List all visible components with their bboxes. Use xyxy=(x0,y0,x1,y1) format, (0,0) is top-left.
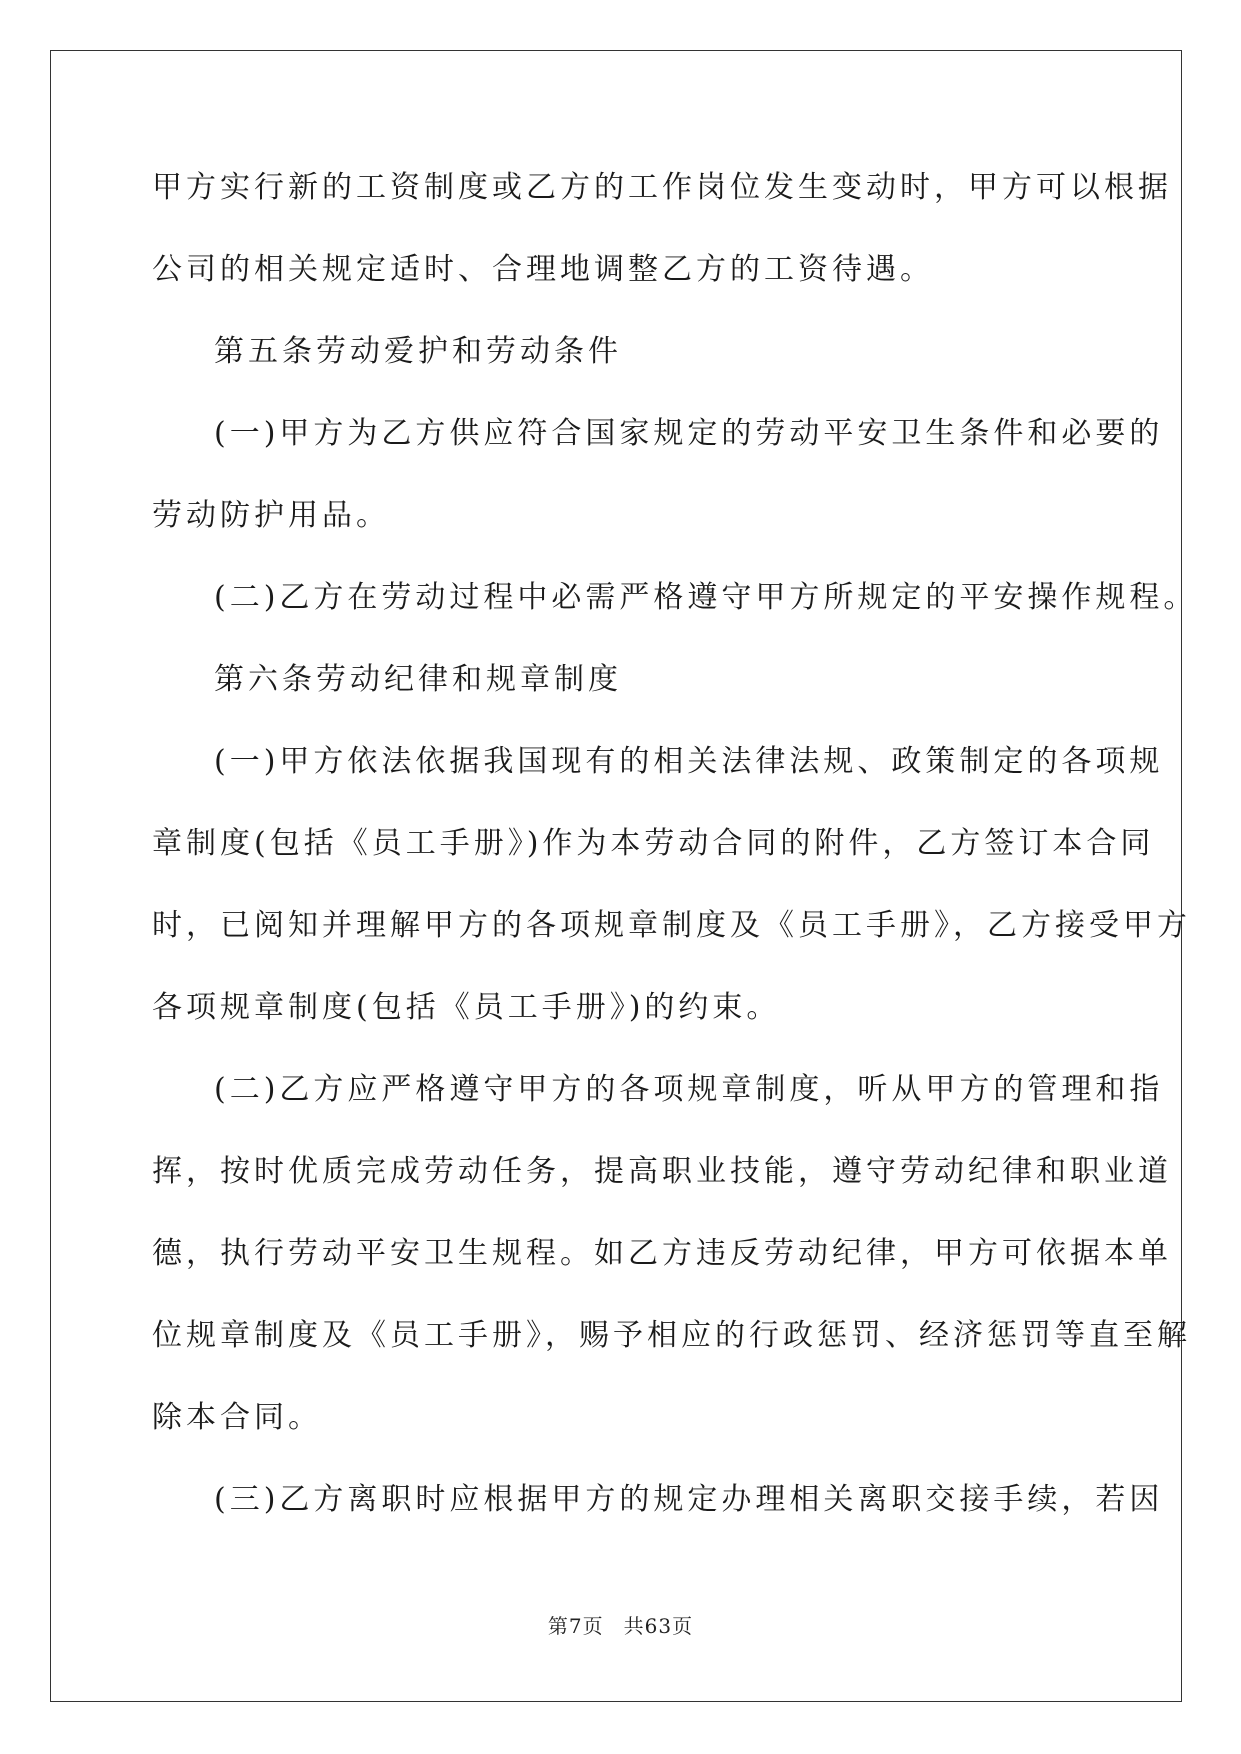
text-line: (二)乙方在劳动过程中必需严格遵守甲方所规定的平安操作规程。 xyxy=(214,580,1198,615)
text-line: 公司的相关规定适时、合理地调整乙方的工资待遇。 xyxy=(152,252,934,287)
text-line: (二)乙方应严格遵守甲方的各项规章制度，听从甲方的管理和指 xyxy=(214,1072,1164,1107)
page-number: 第7页 xyxy=(547,1614,604,1638)
text-line: (一)甲方为乙方供应符合国家规定的劳动平安卫生条件和必要的 xyxy=(214,416,1164,451)
document-body xyxy=(152,160,1198,1554)
text-line: (三)乙方离职时应根据甲方的规定办理相关离职交接手续，若因 xyxy=(214,1482,1164,1517)
text-line: (一)甲方依法依据我国现有的相关法律法规、政策制定的各项规 xyxy=(214,744,1164,779)
section-heading: 第六条劳动纪律和规章制度 xyxy=(214,662,622,697)
text-line: 甲方实行新的工资制度或乙方的工作岗位发生变动时，甲方可以根据 xyxy=(152,170,1172,205)
text-line: 劳动防护用品。 xyxy=(152,498,390,533)
section-heading: 第五条劳动爱护和劳动条件 xyxy=(214,334,622,369)
text-line: 除本合同。 xyxy=(152,1400,322,1435)
text-line: 章制度(包括《员工手册》)作为本劳动合同的附件，乙方签订本合同 xyxy=(152,826,1155,861)
text-line: 位规章制度及《员工手册》，赐予相应的行政惩罚、经济惩罚等直至解 xyxy=(152,1318,1191,1353)
text-line: 时，已阅知并理解甲方的各项规章制度及《员工手册》，乙方接受甲方 xyxy=(152,908,1191,943)
text-line: 挥，按时优质完成劳动任务，提高职业技能，遵守劳动纪律和职业道 xyxy=(152,1154,1172,1189)
text-line: 各项规章制度(包括《员工手册》)的约束。 xyxy=(152,990,781,1025)
text-line: 德，执行劳动平安卫生规程。如乙方违反劳动纪律，甲方可依据本单 xyxy=(152,1236,1172,1271)
page-total: 共63页 xyxy=(623,1614,694,1638)
page-footer xyxy=(0,1610,1241,1639)
